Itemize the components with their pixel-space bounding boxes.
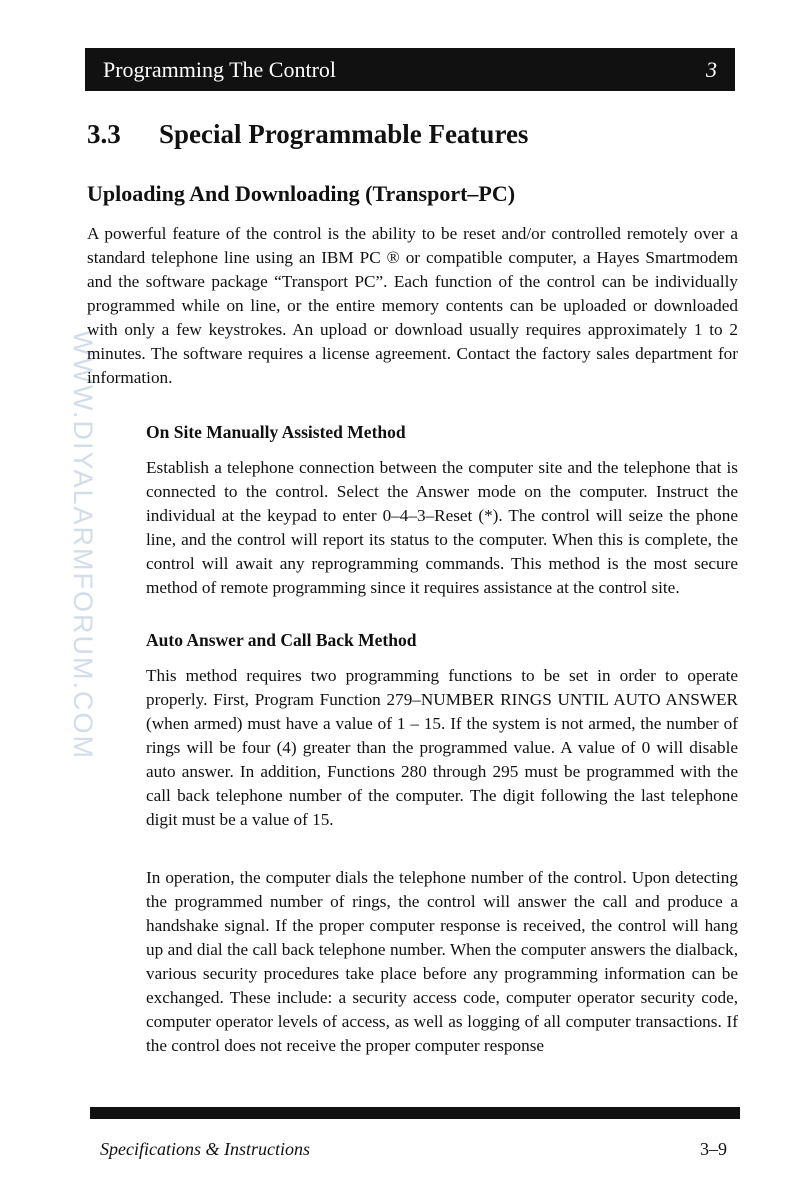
subsection-title: Uploading And Downloading (Transport–PC) (87, 181, 516, 206)
intro-paragraph: A powerful feature of the control is the ability to be reset and/or controlled remotely over a standard telephone line using an IBM PC ® or compatible computer, a Hayes Smartmodem and the software package “Transport PC”. Each function of the control can be individually programmed while on line, or the entire memory contents can be uploaded or downloaded with only a few keystrokes. An upload or download usually requires approximately 1 to 2 minutes. The software requires a license agreement. Contact the factory sales department for information. (87, 224, 738, 387)
section-heading (87, 119, 528, 150)
running-title: Programming The Control (103, 56, 337, 82)
running-header (85, 48, 735, 91)
section-number: 3.3 (87, 119, 121, 149)
chapter-number: 3 (706, 56, 717, 82)
watermark: WWW.DIYALARMFORUM.COM (68, 330, 98, 760)
on-site-method-title: On Site Manually Assisted Method (146, 422, 406, 442)
auto-answer-paragraph-2: In operation, the computer dials the telephone number of the control. Upon detecting the programmed number of rings, the control will answer the call and produce a handshake signal. If the proper computer response is received, the control will hang up and dial the call back telephone number. When the computer answers the dialback, various security procedures take place before any programming information can be exchanged. These include: a security access code, computer operator security code, computer operator levels of access, as well as logging of all computer transactions. If the control does not receive the proper computer response (146, 868, 738, 1055)
section-title: Special Programmable Features (159, 119, 529, 149)
footer-rule (90, 1107, 740, 1119)
footer-page-number: 3–9 (700, 1139, 727, 1159)
on-site-method-paragraph: Establish a telephone connection between the computer site and the telephone that is connected to the control. Select the Answer mode on the computer. Instruct the individual at the keypad to enter 0–4–3–Reset (*). The control will seize the phone line, and the control will report its status to the computer. When this is complete, the control will await any reprogramming commands. This method is the most secure method of remote programming since it requires assistance at the control site. (146, 458, 738, 597)
auto-answer-method-title: Auto Answer and Call Back Method (146, 630, 417, 650)
auto-answer-paragraph-1: This method requires two programming functions to be set in order to operate properly. First, Program Function 279–NUMBER RINGS UNTIL AUTO ANSWER (when armed) must have a value of 1 – 15. If the system is not armed, the number of rings will be four (4) greater than the programmed value. A value of 0 will disable auto answer. In addition, Functions 280 through 295 must be programmed with the call back telephone number of the computer. The digit following the last telephone digit must be a value of 15. (146, 666, 738, 829)
footer-document-title: Specifications & Instructions (100, 1139, 310, 1159)
